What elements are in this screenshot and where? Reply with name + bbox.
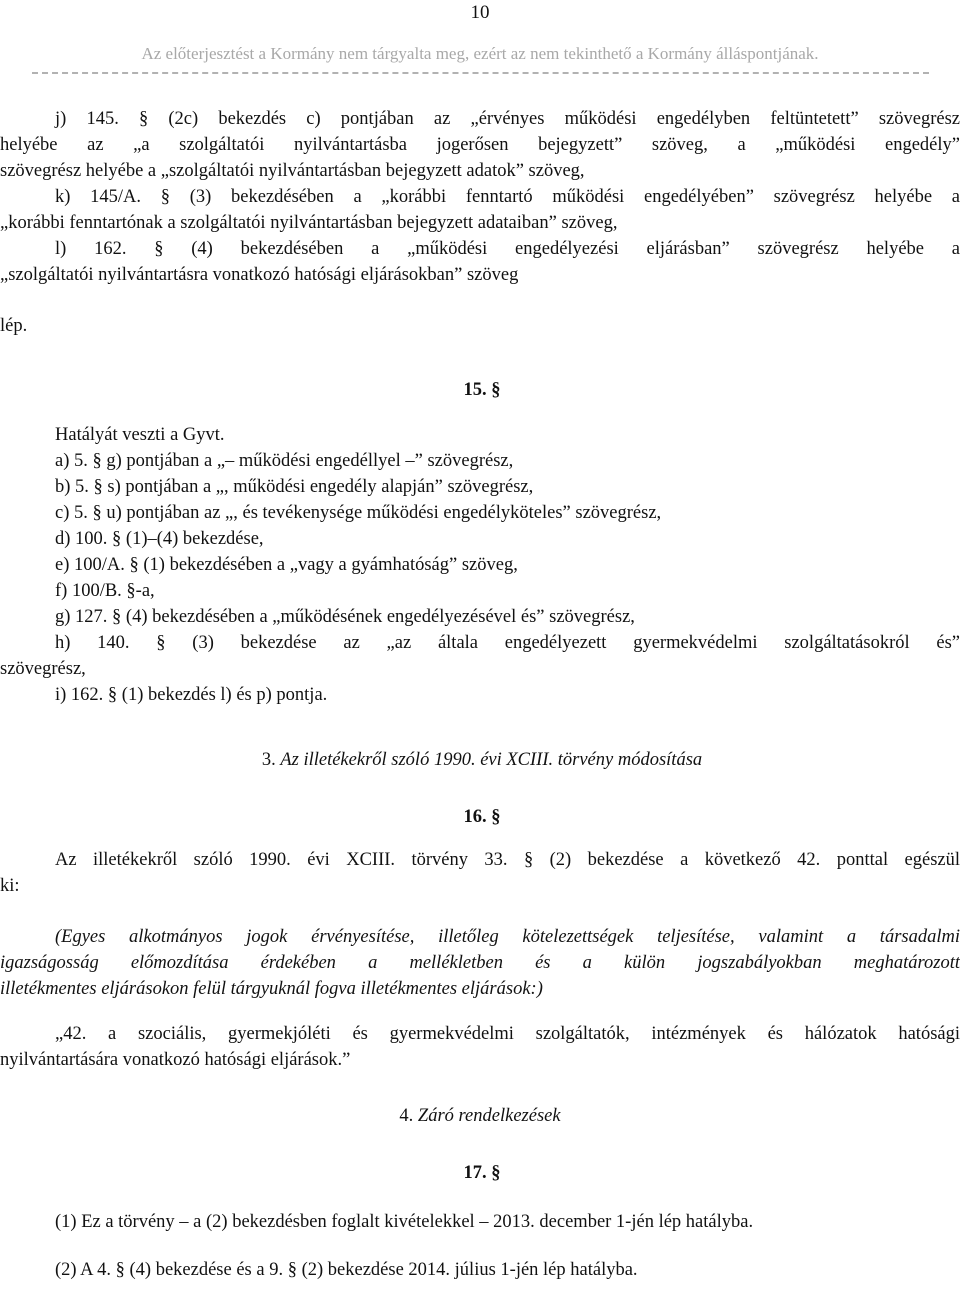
header-divider <box>32 72 929 74</box>
section-16-new-point-line-2: nyilvántartására vonatkozó hatósági eljárások.” <box>0 1050 351 1070</box>
amendment-j <box>0 106 960 184</box>
amendment-k <box>0 184 960 236</box>
chapter-3-heading <box>0 747 960 773</box>
chapter-3-title: Az illetékekről szóló 1990. évi XCIII. törvény módosítása <box>280 750 703 770</box>
section-17-para-1: (1) Ez a törvény – a (2) bekezdésben foglalt kivételekkel – 2013. december 1-jén lép hatályba. <box>55 1212 754 1232</box>
repeal-item-b: b) 5. § s) pontjában a „, működési engedély alapján” szövegrész, <box>55 477 534 497</box>
chapter-4-number: 4. <box>399 1106 414 1126</box>
section-16-subheading <box>0 924 960 1002</box>
page-number: 10 <box>470 2 490 23</box>
amendment-l-line-1: l) 162. § (4) bekezdésében a „működési engedélyezési eljárásban” szövegrész helyébe a <box>55 239 960 259</box>
repeal-item-d: d) 100. § (1)–(4) bekezdése, <box>55 529 264 549</box>
repeal-item-h-line-2: szövegrész, <box>0 659 86 679</box>
section-16-subheading-line-1: (Egyes alkotmányos jogok érvényesítése, illetőleg kötelezettségek teljesítése, valamint a társadalmi <box>55 927 960 947</box>
repeal-item-e: e) 100/A. § (1) bekezdésében a „vagy a gyámhatóság” szöveg, <box>55 555 518 575</box>
section-16-heading: 16. § <box>463 807 501 827</box>
section-16-subheading-line-3: illetékmentes eljárásokon felül tárgyuknál fogva illetékmentes eljárások:) <box>0 979 543 999</box>
section-16-intro-line-1: Az illetékekről szóló 1990. évi XCIII. törvény 33. § (2) bekezdése a következő 42. ponttal egészül <box>55 850 960 870</box>
section-15-intro: Hatályát veszti a Gyvt. <box>55 425 225 445</box>
section-16-intro <box>0 847 960 899</box>
lep-text: lép. <box>0 316 28 336</box>
chapter-4-title: Záró rendelkezések <box>417 1106 561 1126</box>
section-15-heading: 15. § <box>463 380 501 400</box>
section-16-subheading-line-2: igazságosság előmozdítása érdekében a mellékletben és a külön jogszabályokban meghatározott <box>0 953 960 973</box>
repeal-item-c: c) 5. § u) pontjában az „, és tevékenysége működési engedélyköteles” szövegrész, <box>55 503 662 523</box>
repeal-item-f: f) 100/B. §-a, <box>55 581 155 601</box>
header-notice: Az előterjesztést a Kormány nem tárgyalta meg, ezért az nem tekinthető a Kormány álláspontjának. <box>141 44 819 63</box>
section-16-new-point <box>0 1021 960 1073</box>
amendment-j-line-2: helyébe az „a szolgáltatói nyilvántartásba jogerősen bejegyzett” szöveg, a „működési engedély” <box>0 135 960 155</box>
amendment-l <box>0 236 960 288</box>
amendment-k-line-1: k) 145/A. § (3) bekezdésében a „korábbi fenntartó működési engedélyében” szövegrész helyébe a <box>55 187 960 207</box>
section-17-para-2: (2) A 4. § (4) bekezdése és a 9. § (2) bekezdése 2014. július 1-jén lép hatályba. <box>55 1260 638 1280</box>
repeal-item-h-line-1: h) 140. § (3) bekezdése az „az általa engedélyezett gyermekvédelmi szolgáltatásokról és” <box>55 633 960 653</box>
amendment-j-line-3: szövegrész helyébe a „szolgáltatói nyilvántartásban bejegyzett adatok” szöveg, <box>0 161 585 181</box>
section-16-intro-line-2: ki: <box>0 876 20 896</box>
repeal-item-i: i) 162. § (1) bekezdés l) és p) pontja. <box>55 685 328 705</box>
amendment-k-line-2: „korábbi fenntartónak a szolgáltatói nyilvántartásban bejegyzett adataiban” szöveg, <box>0 213 618 233</box>
section-16-new-point-line-1: „42. a szociális, gyermekjóléti és gyermekvédelmi szolgáltatók, intézmények és hálózatok hatósági <box>55 1024 960 1044</box>
repeal-item-g: g) 127. § (4) bekezdésében a „működésének engedélyezésével és” szövegrész, <box>55 607 635 627</box>
amendment-l-line-2: „szolgáltatói nyilvántartásra vonatkozó hatósági eljárásokban” szöveg <box>0 265 519 285</box>
section-15-list <box>0 422 960 708</box>
amendment-j-line-1: j) 145. § (2c) bekezdés c) pontjában az „érvényes működési engedélyben feltüntetett” szövegrész <box>55 109 960 129</box>
document-body <box>0 106 960 1283</box>
section-17-heading: 17. § <box>463 1163 501 1183</box>
chapter-4-heading <box>0 1103 960 1129</box>
repeal-item-a: a) 5. § g) pontjában a „– működési engedéllyel –” szövegrész, <box>55 451 514 471</box>
chapter-3-number: 3. <box>261 750 276 770</box>
